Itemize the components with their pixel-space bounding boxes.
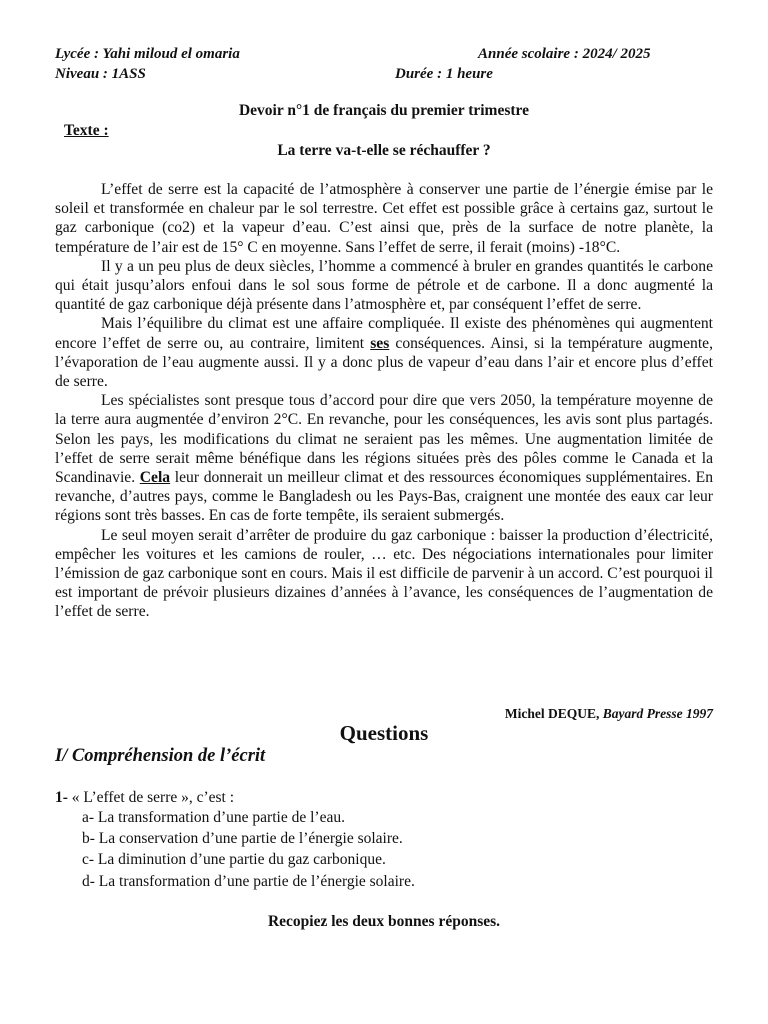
- paragraph-2: Il y a un peu plus de deux siècles, l’homme a commencé à bruler en grandes quantités le carbone qui était jusqu’alors enfoui dans le sol sous forme de pétrole et de carbone. Il a donc augmenté la quantité de gaz carbonique déjà présente dans l’atmosphère et, par conséquent l’effet de serre.: [55, 257, 713, 314]
- text-title: La terre va-t-elle se réchauffer ?: [277, 142, 491, 159]
- option-c: c- La diminution d’une partie du gaz carbonique.: [82, 851, 386, 868]
- duration: Durée : 1 heure: [395, 66, 493, 82]
- paragraph-4-part-a: Les spécialistes sont presque tous d’accord pour dire que vers 2050, la température moyenne de la terre aura augmentée d’environ 2°C. En revanche, pour les conséquences, les avis sont plus partagés. Selon les pays, les modifications du climat ne seraient pas les mêmes. Une augmentation limitée de l’effet de serre serait même bénéfique dans les régions situées près des pôles comme le Canada et la Scandinavie.: [55, 392, 713, 487]
- option-b: b- La conservation d’une partie de l’énergie solaire.: [82, 830, 403, 847]
- question-1: [55, 789, 234, 807]
- option-a: a- La transformation d’une partie de l’eau.: [82, 809, 345, 826]
- page-title: Devoir n°1 de français du premier trimestre: [238, 102, 530, 119]
- question-stem: « L’effet de serre », c’est :: [71, 789, 235, 806]
- instruction: Recopiez les deux bonnes réponses.: [267, 913, 501, 930]
- source-publication: Bayard Presse 1997: [602, 706, 713, 721]
- source-author: Michel DEQUE,: [504, 706, 600, 721]
- section-heading: I/ Compréhension de l’écrit: [55, 746, 266, 766]
- school-name: Lycée : Yahi miloud el omaria: [55, 46, 240, 62]
- level: Niveau : 1ASS: [55, 66, 146, 82]
- paragraph-3-part-b: conséquences. Ainsi, si la température augmente, l’évaporation de l’eau augmente aussi. Il y a donc plus de vapeur d’eau dans l’air et encore plus d’effet de serre.: [55, 334, 714, 391]
- paragraph-3-part-a: Mais l’équilibre du climat est une affaire compliquée. Il existe des phénomènes qui augmentent encore l’effet de serre ou, au contraire, limitent: [55, 315, 713, 352]
- underlined-word-cela: Cela: [139, 469, 171, 487]
- reading-text: [55, 180, 713, 622]
- underlined-word-ses: ses: [370, 334, 390, 352]
- paragraph-5: Le seul moyen serait d’arrêter de produire du gaz carbonique : baisser la production d’électricité, empêcher les voitures et les camions de rouler, … etc. Des négociations internationales pour limiter l’émission de gaz carbonique sont en cours. Mais il est difficile de parvenir à un accord. C’est pourquoi il est important de prévoir plusieurs dizaines d’années à l’avance, les conséquences de l’augmentation de l’effet de serre.: [55, 526, 713, 621]
- questions-heading: Questions: [339, 721, 429, 745]
- texte-label: Texte :: [64, 122, 109, 139]
- option-d: d- La transformation d’une partie de l’énergie solaire.: [82, 873, 415, 890]
- paragraph-1: L’effet de serre est la capacité de l’atmosphère à conserver une partie de l’énergie émise par le soleil et transformée en chaleur par le sol terrestre. Cet effet est possible grâce à certains gaz, surtout le gaz carbonique (co2) et la vapeur d’eau. C’est ainsi que, près de la surface de notre planète, la température de l’air est de 15° C en moyenne. Sans l’effet de serre, il ferait (moins) -18°C.: [55, 181, 713, 256]
- question-number: 1-: [55, 789, 68, 806]
- paragraph-4: [55, 391, 713, 525]
- school-year: Année scolaire : 2024/ 2025: [478, 46, 651, 62]
- paragraph-3: [55, 314, 713, 391]
- source-citation: [505, 706, 713, 722]
- paragraph-4-part-b: leur donnerait un meilleur climat et des ressources économiques supplémentaires. En revanche, d’autres pays, comme le Bangladesh ou les Pays-Bas, craignent une montée des eaux car leur régions sont très basses. En cas de forte tempête, ils seraient submergés.: [55, 469, 713, 525]
